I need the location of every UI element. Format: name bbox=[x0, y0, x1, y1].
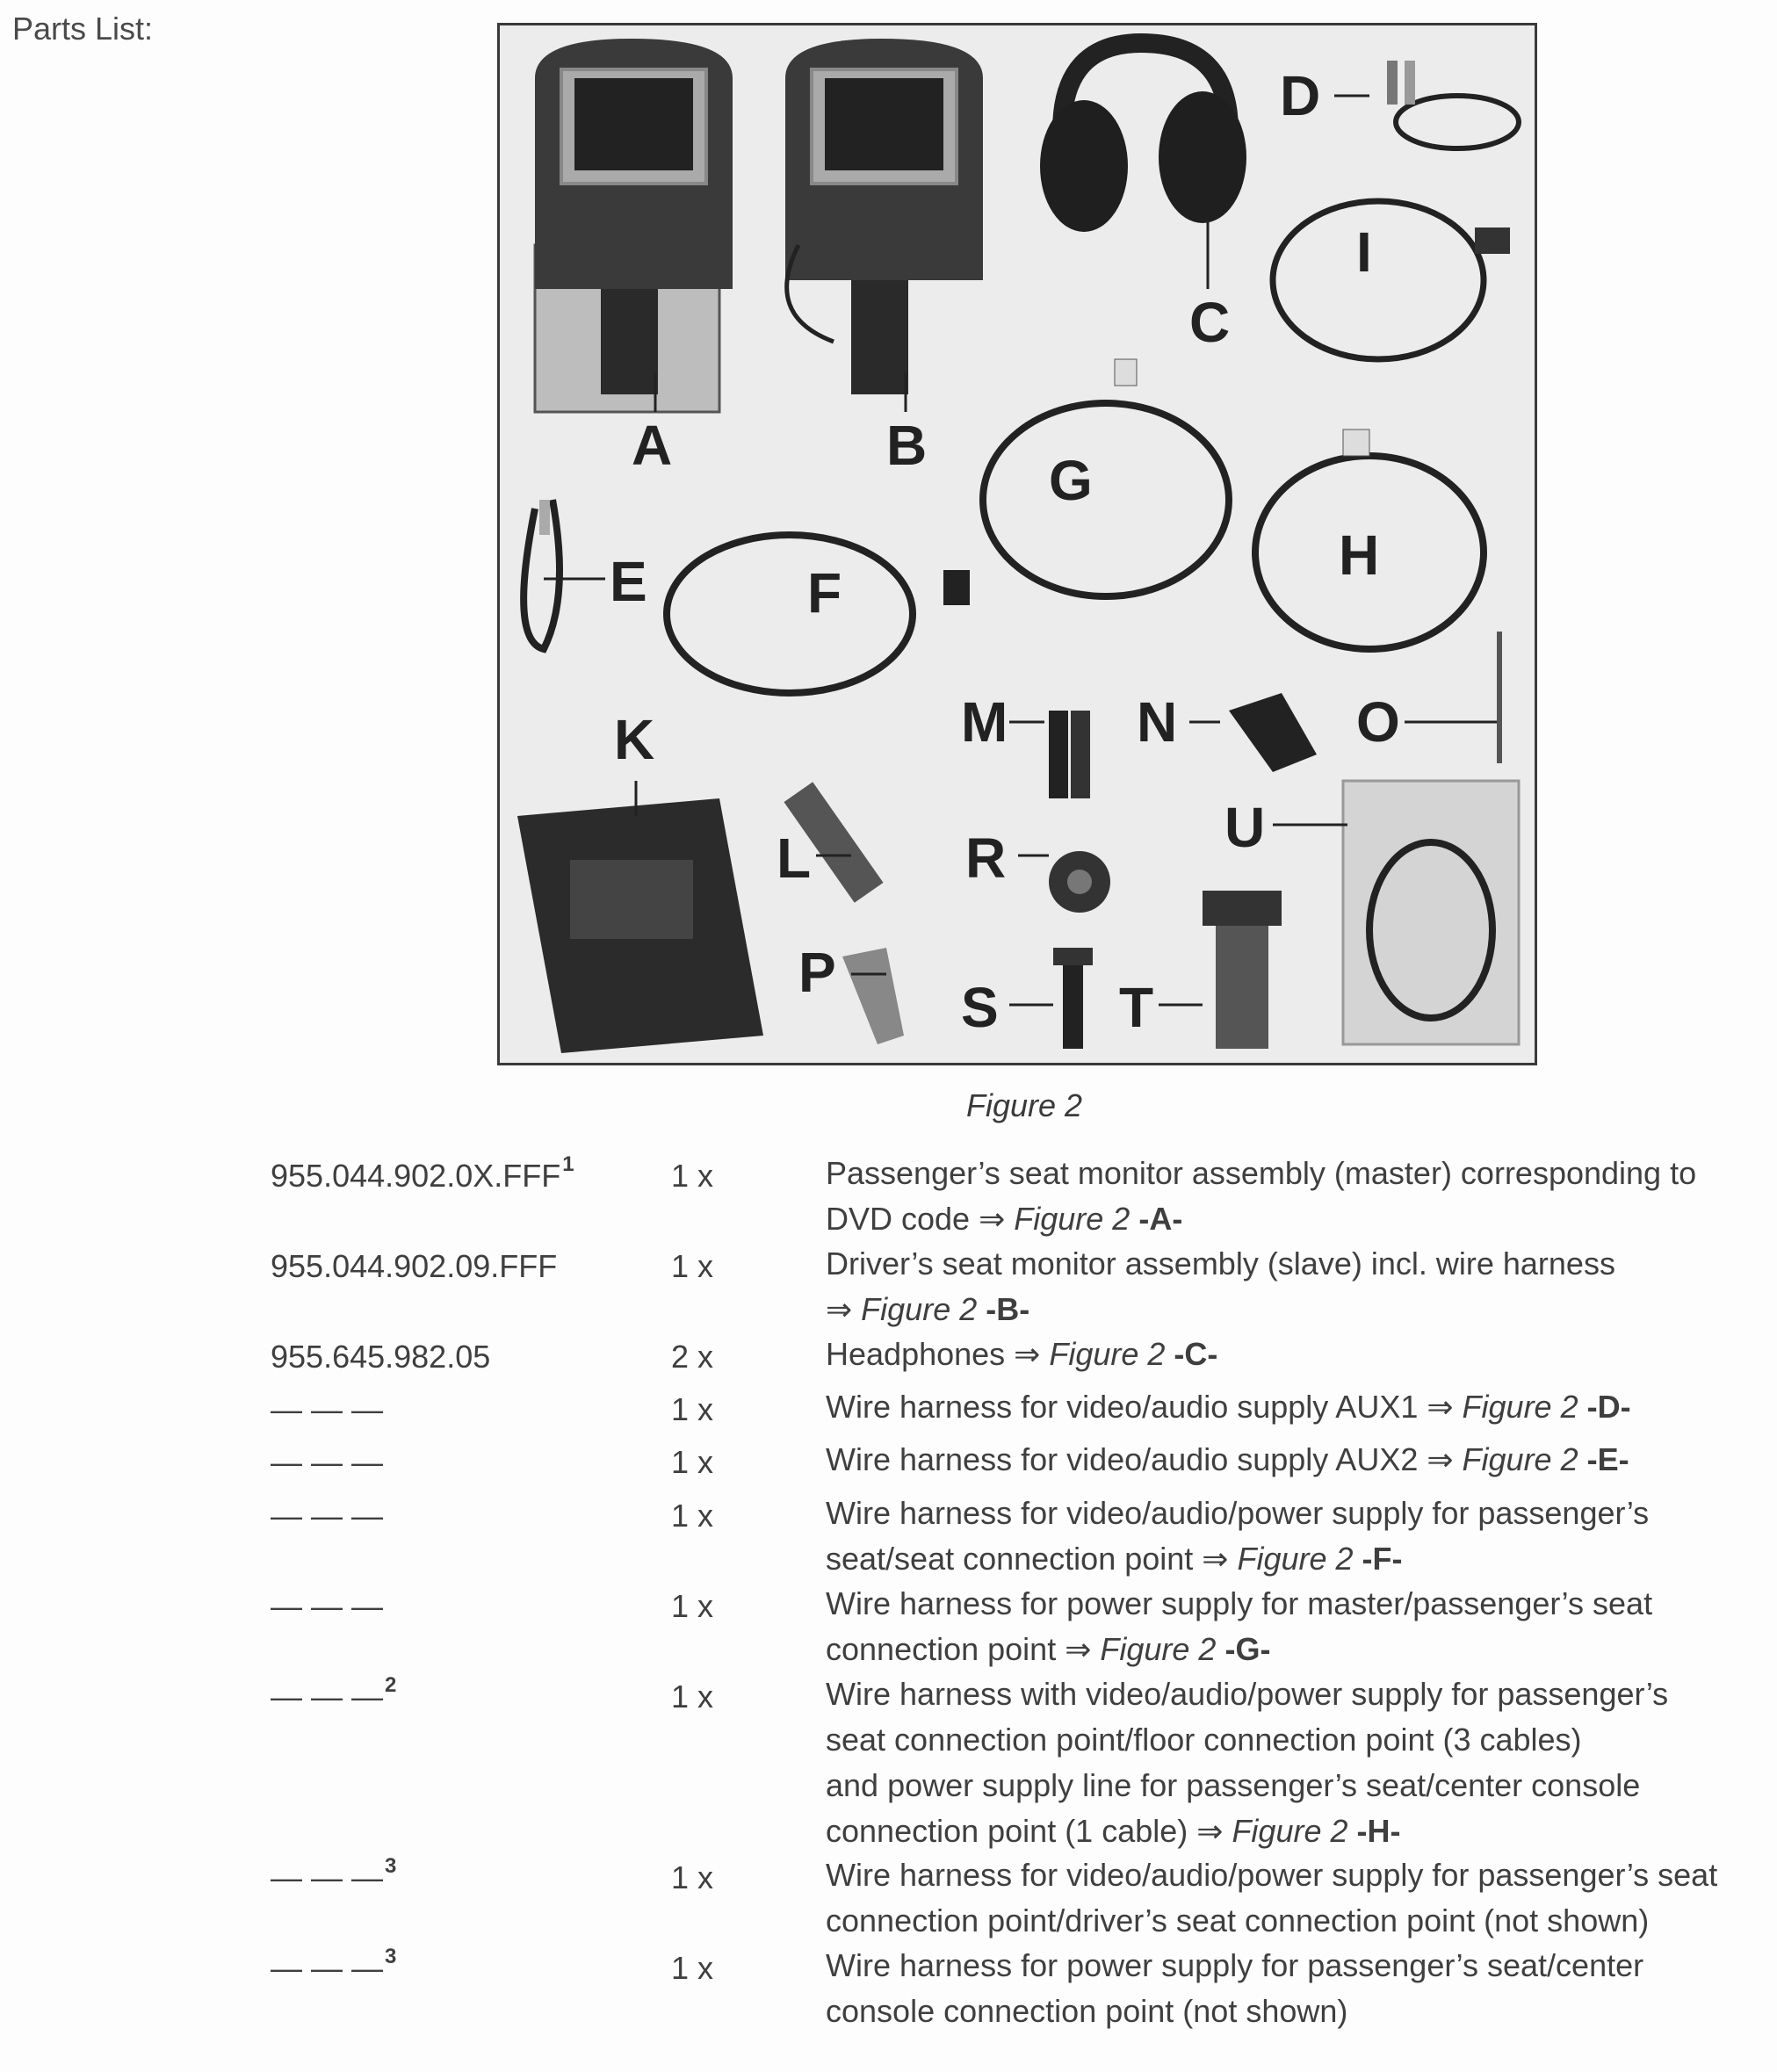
parts-illustration bbox=[500, 25, 1535, 1063]
part-description-line bbox=[826, 1989, 1347, 2034]
part-description-line bbox=[826, 1763, 1640, 1808]
part-number-text: — — — bbox=[271, 1498, 384, 1534]
label-u: U bbox=[1224, 796, 1266, 859]
part-description-line bbox=[826, 1287, 1029, 1332]
label-c: C bbox=[1189, 291, 1231, 354]
label-b: B bbox=[886, 414, 928, 477]
description-text: ⇒ bbox=[826, 1291, 862, 1327]
description-text: seat/seat connection point ⇒ bbox=[826, 1541, 1238, 1577]
part-description-line bbox=[826, 1196, 1182, 1242]
part-quantity: 1 x bbox=[671, 1950, 714, 1986]
part-description-line bbox=[826, 1717, 1582, 1763]
part-quantity: 1 x bbox=[671, 1859, 714, 1895]
part-description-line bbox=[826, 1491, 1649, 1536]
part-description-line bbox=[826, 1627, 1270, 1672]
label-s: S bbox=[961, 976, 999, 1039]
figure-reference[interactable]: Figure 2 bbox=[1237, 1541, 1362, 1577]
item-letter-reference: -D- bbox=[1586, 1389, 1631, 1425]
part-description-line bbox=[826, 1332, 1217, 1377]
description-text: Wire harness for video/audio supply AUX2 ⇒ bbox=[826, 1441, 1463, 1477]
footnote-marker: 1 bbox=[562, 1152, 574, 1176]
part-i-cable bbox=[1273, 201, 1510, 359]
description-text: seat connection point/floor connection point (3 cables) bbox=[826, 1722, 1582, 1758]
part-quantity: 1 x bbox=[671, 1679, 714, 1715]
figure-reference[interactable]: Figure 2 bbox=[1462, 1441, 1587, 1477]
figure-reference[interactable]: Figure 2 bbox=[1462, 1389, 1587, 1425]
part-b-monitor bbox=[785, 39, 983, 394]
part-s-bolt bbox=[1053, 948, 1093, 1049]
label-o: O bbox=[1356, 690, 1400, 754]
part-description-line bbox=[826, 1437, 1629, 1483]
parts-list-heading: Parts List: bbox=[12, 11, 154, 47]
part-description-line bbox=[826, 1808, 1401, 1854]
part-number bbox=[271, 1444, 383, 1481]
part-quantity: 1 x bbox=[671, 1588, 714, 1624]
part-d-cable bbox=[1387, 61, 1519, 148]
item-letter-reference: -A- bbox=[1138, 1201, 1183, 1237]
part-number-text: 955.044.902.09.FFF bbox=[271, 1248, 558, 1284]
part-number-text: 955.044.902.0X.FFF bbox=[271, 1158, 561, 1194]
part-p-bracket bbox=[842, 948, 904, 1044]
description-text: Wire harness for power supply for passenger’s seat/center bbox=[826, 1947, 1644, 1983]
part-quantity: 2 x bbox=[671, 1339, 714, 1375]
part-number-text: — — — bbox=[271, 1859, 384, 1895]
description-text: Passenger’s seat monitor assembly (master) corresponding to bbox=[826, 1155, 1697, 1191]
figure-reference[interactable]: Figure 2 bbox=[861, 1291, 986, 1327]
part-description-line bbox=[826, 1241, 1615, 1287]
footnote-marker: 2 bbox=[385, 1673, 397, 1697]
label-d: D bbox=[1280, 64, 1321, 127]
part-number bbox=[271, 1588, 383, 1625]
figure-reference[interactable]: Figure 2 bbox=[1014, 1201, 1139, 1237]
part-number bbox=[271, 1945, 397, 1987]
part-number-text: — — — bbox=[271, 1588, 384, 1624]
part-number-text: — — — bbox=[271, 1679, 384, 1715]
part-quantity: 1 x bbox=[671, 1248, 714, 1284]
label-n: N bbox=[1137, 690, 1178, 754]
item-letter-reference: -H- bbox=[1356, 1813, 1401, 1849]
label-k: K bbox=[614, 708, 655, 771]
part-description-line bbox=[826, 1671, 1668, 1717]
footnote-marker: 3 bbox=[385, 1854, 397, 1878]
part-k-pouch bbox=[517, 798, 763, 1053]
label-e: E bbox=[610, 550, 647, 613]
part-number bbox=[271, 1248, 557, 1285]
part-c-headphones bbox=[1040, 43, 1246, 232]
part-number bbox=[271, 1391, 383, 1428]
part-o-pin bbox=[1497, 632, 1502, 763]
description-text: connection point ⇒ bbox=[826, 1631, 1101, 1667]
part-description-line bbox=[826, 1581, 1652, 1627]
item-letter-reference: -C- bbox=[1174, 1336, 1218, 1372]
label-r: R bbox=[965, 827, 1007, 890]
part-u-bag bbox=[1343, 781, 1519, 1044]
description-text: Headphones ⇒ bbox=[826, 1336, 1050, 1372]
part-number-text: 955.645.982.05 bbox=[271, 1339, 491, 1375]
part-r-nut bbox=[1049, 851, 1110, 913]
part-quantity: 1 x bbox=[671, 1498, 714, 1534]
item-letter-reference: -G- bbox=[1224, 1631, 1271, 1667]
item-letter-reference: -F- bbox=[1362, 1541, 1403, 1577]
figure-caption: Figure 2 bbox=[966, 1087, 1083, 1123]
description-text: Driver’s seat monitor assembly (slave) incl. wire harness bbox=[826, 1245, 1615, 1281]
description-text: connection point/driver’s seat connection point (not shown) bbox=[826, 1902, 1650, 1938]
part-m-batteries bbox=[1049, 711, 1090, 798]
part-number-text: — — — bbox=[271, 1950, 384, 1986]
part-quantity: 1 x bbox=[671, 1391, 714, 1427]
part-g-harness bbox=[983, 359, 1229, 596]
part-description-line bbox=[826, 1898, 1649, 1944]
label-l: L bbox=[777, 827, 812, 890]
footnote-marker: 3 bbox=[385, 1945, 397, 1968]
part-quantity: 1 x bbox=[671, 1444, 714, 1480]
part-description-line bbox=[826, 1151, 1696, 1196]
item-letter-reference: -E- bbox=[1586, 1441, 1629, 1477]
description-text: connection point (1 cable) ⇒ bbox=[826, 1813, 1232, 1849]
part-description-line bbox=[826, 1943, 1643, 1989]
part-e-cable bbox=[524, 500, 560, 649]
figure-reference[interactable]: Figure 2 bbox=[1232, 1813, 1357, 1849]
label-m: M bbox=[961, 690, 1008, 754]
part-n-clip bbox=[1229, 693, 1317, 772]
description-text: DVD code ⇒ bbox=[826, 1201, 1015, 1237]
label-i: I bbox=[1356, 220, 1372, 284]
description-text: and power supply line for passenger’s seat/center console bbox=[826, 1767, 1641, 1803]
description-text: Wire harness for video/audio/power supply for passenger’s bbox=[826, 1495, 1650, 1531]
label-a: A bbox=[632, 414, 673, 477]
item-letter-reference: -B- bbox=[986, 1291, 1030, 1327]
part-description-line bbox=[826, 1852, 1717, 1898]
part-number bbox=[271, 1673, 397, 1715]
description-text: Wire harness with video/audio/power supply for passenger’s bbox=[826, 1676, 1669, 1712]
part-number bbox=[271, 1152, 574, 1195]
part-number-text: — — — bbox=[271, 1391, 384, 1427]
part-number bbox=[271, 1339, 490, 1375]
label-p: P bbox=[798, 941, 836, 1004]
description-text: Wire harness for video/audio/power supply for passenger’s seat bbox=[826, 1857, 1718, 1893]
label-g: G bbox=[1049, 449, 1093, 512]
description-text: console connection point (not shown) bbox=[826, 1993, 1348, 2029]
figure-reference[interactable]: Figure 2 bbox=[1100, 1631, 1225, 1667]
part-number-text: — — — bbox=[271, 1444, 384, 1480]
label-t: T bbox=[1119, 976, 1154, 1039]
part-description-line bbox=[826, 1536, 1403, 1582]
figure-reference[interactable]: Figure 2 bbox=[1049, 1336, 1174, 1372]
part-t-bolt bbox=[1203, 891, 1282, 1049]
part-description-line bbox=[826, 1384, 1631, 1430]
part-a-monitor bbox=[535, 39, 733, 412]
part-number bbox=[271, 1854, 397, 1896]
description-text: Wire harness for power supply for master/passenger’s seat bbox=[826, 1585, 1653, 1621]
label-f: F bbox=[807, 561, 842, 624]
part-quantity: 1 x bbox=[671, 1158, 714, 1194]
part-number bbox=[271, 1498, 383, 1534]
figure-2-photo bbox=[497, 23, 1537, 1065]
label-h: H bbox=[1339, 523, 1380, 587]
description-text: Wire harness for video/audio supply AUX1 ⇒ bbox=[826, 1389, 1463, 1425]
